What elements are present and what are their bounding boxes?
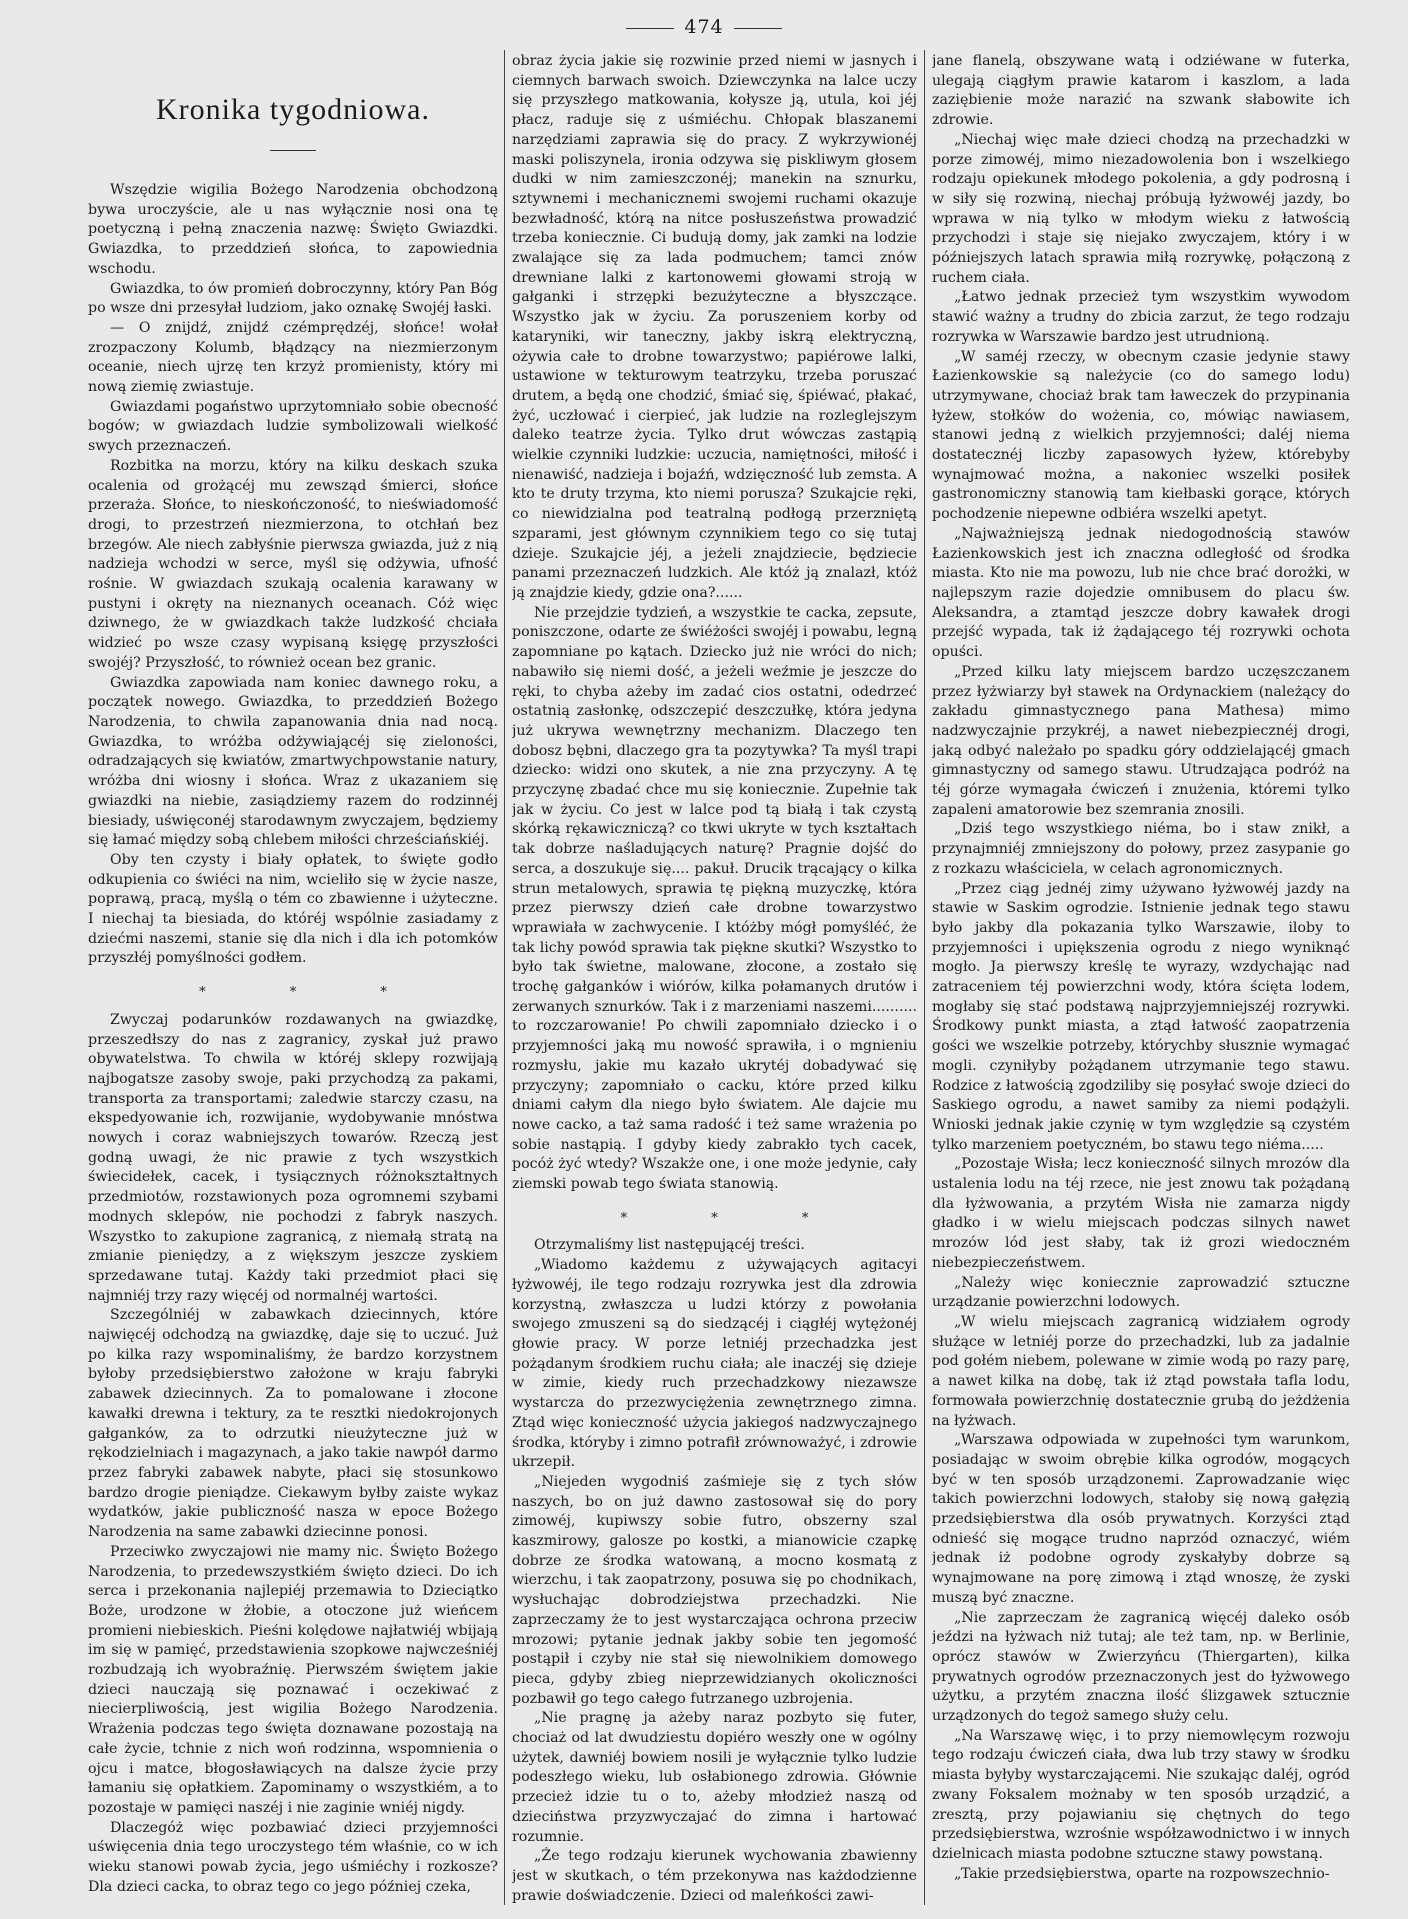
column-2 [512,52,917,1904]
paragraph: „Niechaj więc małe dzieci chodzą na przechadzki w porze zimowéj, mimo niezadowolenia bon i wszelkiego rodzaju opiekunek młodego pokolenia, a gdy podrosną i w siły się rozwiną, niechaj próbują łyżwowéj jazdy, bo wprawa w nią tylko w młodym wieku z łatwością przychodzi i staje się niejako zwyczajem, który i w późniejszych latach sprawia miłą rozrywkę, połączoną z ruchem ciała. [932,131,1350,286]
paragraph: „Nie pragnę ja ażeby naraz pozbyto się futer, chociaż od lat dwudziestu dopiéro weszły one w ogólny użytek, dawniéj bowiem nosili je wyłącznie tylko ludzie podeszłego wieku, lub osłabionego zdrowia. Głównie przecież idzie tu o to, ażeby młodzież naszą od dzieciństwa przyzwyczajać do zimna i hartować rozumnie. [512,1710,917,1845]
page-number-rule-left [626,28,674,29]
paragraph: „Najważniejszą jednak niedogodnością stawów Łazienkowskich jest ich znaczna odległość od środka miasta. Kto nie ma powozu, lub nie chce brać dorożki, w najlepszym razie dojedzie omnibusem do placu św. Aleksandra, a ztamtąd jeszcze dobry kawałek drogi przejść wypada, tak iż żądającego téj rozrywki ochota opuści. [932,525,1350,661]
paragraph: „Dziś tego wszystkiego niéma, bo i staw znikł, a przynajmniéj zmniejszony do połowy, przez zasypanie go z rozkazu właściciela, w celach agronomicznych. [932,821,1350,877]
paragraph: „Należy więc koniecznie zaprowadzić sztuczne urządzanie powierzchni lodowych. [932,1274,1350,1311]
page-number-rule-right [734,28,782,29]
paragraph: Gwiazdami pogaństwo uprzytomniało sobie obecność bogów; w gwiazdach ludzie symbolizowali wielkość swych przeznaczeń. [88,398,498,455]
paragraph: jane flanelą, obszywane watą i odziéwane w futerka, ulegają ciągłym prawie katarom i kaszlom, a lada zaziębienie może narazić na szwank słabowite ich zdrowie. [932,53,1350,129]
column-divider [504,50,505,1905]
paragraph: Przeciwko zwyczajowi nie mamy nic. Święto Bożego Narodzenia, to przedewszystkiém święto dzieci. Do ich serca i przekonania najlepiéj przemawia to Dzieciątko Boże, urodzone w żłobie, a otoczone już wieńcem promieni niebieskich. Pieśni kolędowe najłatwiéj wbijają im się w pamięć, przedstawienia szopkowe najwcześniéj rozbudzają ich wyobraźnię. Pierwszém świętem jakie dzieci nauczają się poznawać i oczekiwać z niecierpliwością, jest wigilia Bożego Narodzenia. Wrażenia podczas tego święta doznawane pozostają na całe życie, tchnie z nich woń rodzinna, wspomnienia o ojcu i matce, błogosławiących na dalsze życie przy łamaniu się opłatkiem. Zapominamy o wszystkiém, a to pozostaje w pamięci naszéj i nie zaginie wniéj nigdy. [88,1543,498,1816]
paragraph: „Niejeden wygodniś zaśmieje się z tych słów naszych, bo on już dawno zastosował się do pory zimowéj, kupiwszy sobie futro, obszerny szal kaszmirowy, galosze po kostki, a mianowicie czapkę dobrze ze środka watowaną, a mocno kosmatą z wierzchu, i tak zaopatrzony, posuwa się po chodnikach, wysłuchając dobrodziejstwa przechadzki. Nie zaprzeczamy że to jest wystarczająca ochrona przeciw mrozowi; pytanie jednak jakby sobie ten jegomość postąpił i czyby nie stał się niewolnikiem domowego pieca, gdyby zbieg nieprzewidzianych okoliczności pozbawił go tego całego futrzanego uzbrojenia. [512,1473,917,1707]
page-number: 474 [0,16,1408,38]
paragraph: „Łatwo jednak przecież tym wszystkim wywodom stawić ważny a trudny do zbicia zarzut, że tego rodzaju rozrywka w Warszawie bardzo jest utrudnioną. [932,289,1350,345]
article-title: Kronika tygodniowa. [156,93,430,126]
paragraph: „Nie zaprzeczam że zagranicą więcéj daleko osób jeździ na łyżwach niż tutaj; ale też tam, np. w Berlinie, oprócz stawów w Zwierzyńcu (Thiergarten), kilka prywatnych ogrodów przeznaczonych jest do łyżwowego użytku, a przytém znaczna ilość ślizgawek sztucznie urządzonych do tegoż samego służy celu. [932,1609,1350,1725]
paragraph: „Wiadomo każdemu z używających agitacyi łyżwowéj, ile tego rodzaju rozrywka jest dla zdrowia korzystną, zwłaszcza u ludzi którzy z powołania swojego zmuszeni są do siedzącéj i ciągłéj wytężonéj głowie pracy. W porze letniéj przechadzka jest pożądanym środkiem ruchu ciała; ale inaczéj się dzieje w zimie, kiedy ruch przechadzkowy niezawsze wystarcza do przezwyciężenia zewnętrznego zimna. Ztąd więc konieczność użycia jakiegoś nadzwyczajnego środka, któryby i zimno potrafił zrównoważyć, i zdrowie ukrzepił. [512,1257,917,1471]
paragraph: Rozbitka na morzu, który na kilku deskach szuka ocalenia od grożącéj mu zewsząd śmierci, słońce przeraża. Słońce, to nieskończoność, to nieświadomość drogi, to przestrzeń niezmierzona, to otchłań bez brzegów. Ale niech zabłyśnie pierwsza gwiazda, już z nią nadzieja wchodzi w serce, myśl się odżywia, ufność rośnie. W gwiazdach szukają ocalenia karawany w pustyni i okręty na nieznanych oceanach. Cóż więc dziwnego, że w gwiazdkach także ludzkość chciała widzieć po wsze czasy wypisaną księgę przyszłości swojéj? Przyszłość, to również ocean bez granic. [88,457,498,671]
paragraph: „W saméj rzeczy, w obecnym czasie jedynie stawy Łazienkowskie są należycie (co do samego lodu) utrzymywane, chociaż brak tam ławeczek do przypinania łyżew, stołków do wożenia, co, mówiąc nawiasem, stanowi jedną z wielkich przyjemności; daléj niema dostatecznéj liczby zapasowych łyżew, którebyby wynajmować można, a nakoniec wszelki posiłek gastronomiczny stanowią tam kiełbaski gorące, których pochodzenie niepewne odbiéra wszelki apetyt. [932,348,1350,523]
section-separator: * * * [620,1210,849,1226]
paragraph: „Przez ciąg jednéj zimy używano łyżwowéj jazdy na stawie w Saskim ogrodzie. Istnienie jednak tego stawu było jakby dla pokazania tylko Warszawie, iloby to przyjemności i upiększenia ogrodu z niego wyniknąć mogło. Ja pierwszy kreślę te wyrazy, wzdychając nad zatraceniem téj powierzchni wody, która ścięta lodem, mogłaby się stać podstawą najprzyjemniejszéj rozrywki. Środkowy punkt miasta, a ztąd łatwość zaopatrzenia gości we wszelkie potrzeby, którychby słusznie wymagać mogli. czyniłyby pożądanem utrzymanie tego stawu. Rodzice z łatwością zgodziliby się posyłać swoje dzieci do Saskiego ogrodu, a nawet samiby za niemi podążyli. Wnioski jednak jakie czynię w tym względzie są czystém tylko marzeniem poetyczném, bo stawu tego niéma..... [932,880,1350,1153]
title-rule [270,150,316,151]
paragraph: Wszędzie wigilia Bożego Narodzenia obchodzoną bywa uroczyście, ale u nas wyłącznie nosi ona tę poetyczną i pełną znaczenia nazwę: Święto Gwiazdki. Gwiazdka, to przeddzień słońca, to zapowiednia wschodu. [88,182,498,277]
paragraph: obraz życia jakie się rozwinie przed niemi w jasnych i ciemnych barwach swoich. Dziewczynka na lalce uczy się przyszłego matkowania, kołysze ją, utula, koi jéj płacz, raduje się z uśmiéchu. Chłopak blaszanemi narzędziami zaprawia się do pracy. Z wykrzywionéj maski poliszynela, ironia odzywa się piskliwym głosem dudki w nim zamieszczonéj; manekin na sznurku, sztywnemi i mechanicznemi swojemi ruchami okazuje bezwładność, którą na nitce posłuszeństwa prowadzić trzeba koniecznie. Ci budują domy, jak zamki na lodzie zwalające się za lada podmuchem; tamci znów drewniane lalki z kartonowemi głowami stroją w gałganki i strzępki bezużyteczne a błyszczące. Wszystko jak w życiu. Za poruszeniem korby od kataryniki, wir taneczny, jakby iskrą elektryczną, ożywia całe to drobne towarzystwo; papiérowe lalki, ustawione w tekturowym teatrzyku, trzeba poruszać drutem, a będą one chodzić, śmiać się, śpiéwać, płakać, żyć, uczłować i cierpieć, jak ludzie na rozleglejszym daleko teatrze życia. Tylko drut wówczas zastąpią wielkie czynniki ludzkie: uczucia, namiętności, miłość i nienawiść, nadzieja i bojaźń, wdzięczność lub zemsta. A kto te druty trzyma, kto niemi porusza? Szukajcie ręki, co niewidzialna pod teatralną podłogą przerzniętą szparami, jest głównym czynnikiem tego co się tutaj dzieje. Szukajcie jéj, a jeżeli znajdziecie, będziecie panami przeznaczeń ludzkich. Ale któż ją znalazł, któż ją znajdzie kiedy, gdzie ona?...... [512,53,917,601]
paragraph: „Takie przedsiębierstwa, oparte na rozpowszechnio- [954,1865,1330,1882]
paragraph: „Przed kilku laty miejscem bardzo uczęszczanem przez łyżwiarzy był stawek na Ordynackiem (należący do zakładu gimnastycznego pana Mathesa) mimo nadzwyczajnie przykréj, a nawet niebezpiecznéj drogi, jaką odbyć należało po spadku góry oddzielającéj gmach gimnastyczny od samego stawu. Utrudzająca podróż na téj górze wymagała ćwiczeń i znużenia, któremi tylko zapaleni amatorowie bez szemrania znosili. [932,663,1350,818]
column-1 [88,52,498,1904]
paragraph: Oby ten czysty i biały opłatek, to święte godło odkupienia co świéci na nim, wcieliło się w życie nasze, poprawą, pracą, myślą o tém co zbawienne i użyteczne. I niechaj ta biesiada, do któréj wspólnie zasiadamy z dziećmi naszemi, stanie się dla nich i dla ich potomków przyszłéj pomyślności godłem. [88,851,498,967]
paragraph: Otrzymaliśmy list następującéj treści. [534,1237,805,1254]
paragraph: Szczególniéj w zabawkach dziecinnych, które najwięcéj odchodzą na gwiazdkę, daje się to uczuć. Już po kilka razy wspominaliśmy, że bardzo korzystnem byłoby przedsiębierstwo założone w kraju fabryki zabawek dziecinnych. Za to pomalowane i złocone kawałki drewna i tektury, za te resztki niedokrojonych gałganków, za to odrzutki nieużyteczne już w rękodzielniach i magazynach, a jako takie nawpół darmo przez fabryki zabawek nabyte, płaci się stosunkowo bardzo drogie pieniądze. Ciekawym byłby zaiste wykaz wydatków, jakie publiczność nasza w epoce Bożego Narodzenia na same zabawki dziecinne ponosi. [88,1307,498,1541]
paragraph: Nie przejdzie tydzień, a wszystkie te cacka, zepsute, poniszczone, odarte ze świéżości swojéj i powabu, legną zapomniane po kątach. Dziecko już nie wróci do nich; nabawiło się niemi dość, a jeżeli weźmie je jeszcze do ręki, to chyba ażeby im zadać cios ostatni, odedrzeć ostatnią zasłonkę, odszczepić deszczułkę, która jedyna już ukrywa wewnętrzny mechanizm. Dlaczego ten dobosz bębni, dlaczego gra ta pozytywka? Ta myśl trapi dziecko: widzi ono skutek, a nie zna przyczyny. A tę przyczynę zbadać chce mu się koniecznie. Zupełnie tak jak w życiu. Co jest w lalce pod tą białą i tak czystą skórką rękawiczniczą? co tkwi ukryte w tych kształtach tak dobrze naśladujących naturę? Pragnie dojść do serca, a doszukuje się.... pakuł. Drucik trącający o kilka strun metalowych, sprawia tę piękną muzyczkę, która przez pierwszy dzień całe drobne towarzystwo wprawiała w zachwycenie. I któżby mógł pomyśléć, że tak lichy powód sprawia tak piękne skutki? Wszystko to było tak świetne, malowane, złocone, a zostało się trochę gałganków i wiórów, kilka połamanych drutów i zerwanych sznurków. Tak i z marzeniami naszemi.......... to rozczarowanie! Po chwili zapomniało dziecko i o przyjemności jaką mu nowość sprawiła, i o mgnieniu rozmysłu, jakie mu kazało ukrytéj dobadywać się przyczyny; zapomniało o cacku, które przed kilku dniami całym dla niego było światem. Ale dajcie mu nowe cacko, a taż sama radość i też same wrażenia po sobie nastąpią. I gdyby kiedy zabrakło tych cacek, pocóż żyć wtedy? Wszakże one, i one może jedynie, cały ziemski powab tego świata stanowią. [512,604,917,1193]
paragraph: Dlaczegóż więc pozbawiać dzieci przyjemności uświęcenia dnia tego uroczystego tém właśnie, co w ich wieku stanowi powab życia, jego uśmiéchy i rozkosze? Dla dzieci cacka, to obraz tego co jego później czeka, [88,1819,498,1895]
column-divider [924,50,925,1905]
paragraph: Gwiazdka zapowiada nam koniec dawnego roku, a początek nowego. Gwiazdka, to przeddzień Bożego Narodzenia, to chwila zapanowania dnia nad nocą. Gwiazdka, to wróżba odżywiającéj się zieloności, odradzających się kwiatów, zmartwychpowstanie natury, wróżba dni wiosny i słońca. Wraz z ukazaniem się gwiazdki na niebie, zasiądziemy razem do rodzinnéj biesiady, uświęconéj starodawnym zwyczajem, będziemy się łamać między sobą chlebem miłości chrześciańskiéj. [88,674,498,849]
column-3 [932,52,1350,1904]
paragraph: — O znijdź, znijdź czémprędzéj, słońce! wołał zrozpaczony Kolumb, błądzący na niezmierzonym oceanie, niech ujrzę ten krzyż promienisty, który mi nową ziemię zwiastuje. [88,319,498,396]
paragraph: „Że tego rodzaju kierunek wychowania zbawienny jest w skutkach, o tém przekonywa nas każdodzienne prawie doświadczenie. Dzieci od maleńkości zawi- [512,1848,917,1904]
paragraph: „Warszawa odpowiada w zupełności tym warunkom, posiadając w swoim obrębie kilka ogrodów, mogących być w ten sposób urządzonemi. Zaprowadzanie więc takich powierzchni lodowych, stałoby się nową gałęzią przedsiębierstwa dla osób prywatnych. Korzyści ztąd odnieść się mogące trudno naprzód oznaczyć, wiém jednak iż podobne ogrody zyskałyby dobrze są wynajmowane na porę zimową i ztąd wnoszę, że zyski muszą być znaczne. [932,1432,1350,1606]
paragraph: „Na Warszawę więc, i to przy niemowlęcym rozwoju tego rodzaju ćwiczeń ciała, dwa lub trzy stawy w środku miasta byłyby wystarczającemi. Nie szukając daléj, ogród zwany Foksalem możnaby w ten sposób urządzić, a zresztą, przy pojawianiu się chętnych do tego przedsiębierstwa, wzrośnie współzawodnictwo i w innych dzielnicach miasta podobne sztuczne stawy powstaną. [932,1727,1350,1862]
paragraph: Zwyczaj podarunków rozdawanych na gwiazdkę, przeszedłszy do nas z zagranicy, zyskał już prawo obywatelstwa. To chwila w któréj sklepy rozwijają najbogatsze zasoby swoje, paki przychodzą za pakami, transporta za transportami; zaledwie starczy czasu, na ekspedyowanie ich, rozwijanie, wydobywanie mnóstwa nowych i coraz wabniejszych towarów. Rzeczą jest godną uwagi, że nic prawie z tych wszystkich świecidełek, cacek, i tysiącznych różnokształtnych przedmiotów, rozstawionych poza ogromnemi szybami modnych sklepów, nie pochodzi z fabryk naszych. Wszystko to zakupione zagranicą, z niemałą stratą na zmianie pieniędzy, a z większym jeszcze zyskiem sprzedawane tutaj. Każdy taki przedmiot płaci się najmniéj trzy razy więcéj od normalnéj wartości. [88,1011,498,1304]
paragraph: Gwiazdka, to ów promień dobroczynny, który Pan Bóg po wsze dni przesyłał ludziom, jako oznakę Swojéj łaski. [88,280,498,317]
section-separator: * * * [199,985,427,1001]
paragraph: „W wielu miejscach zagranicą widziałem ogrody służące w letniéj porze do przechadzki, lub za jadalnie pod gołém niebem, polewane w zimie wodą po razy parę, a nawet kilka na dobę, tak iż ztąd powstała tafla lodu, formowała powierzchnię dostatecznie grubą do jeżdżenia na łyżwach. [932,1314,1350,1429]
paragraph: „Pozostaje Wisła; lecz konieczność silnych mrozów dla ustalenia lodu na téj rzece, nie jest znowu tak pożądaną dla łyżwowania, a przytém Wisła nie zamarza nigdy gładko i w wielu miejscach podczas silnych nawet mrozów lód jest słaby, tak iż grozi wiedoczném niebezpieczeństwem. [932,1156,1350,1271]
